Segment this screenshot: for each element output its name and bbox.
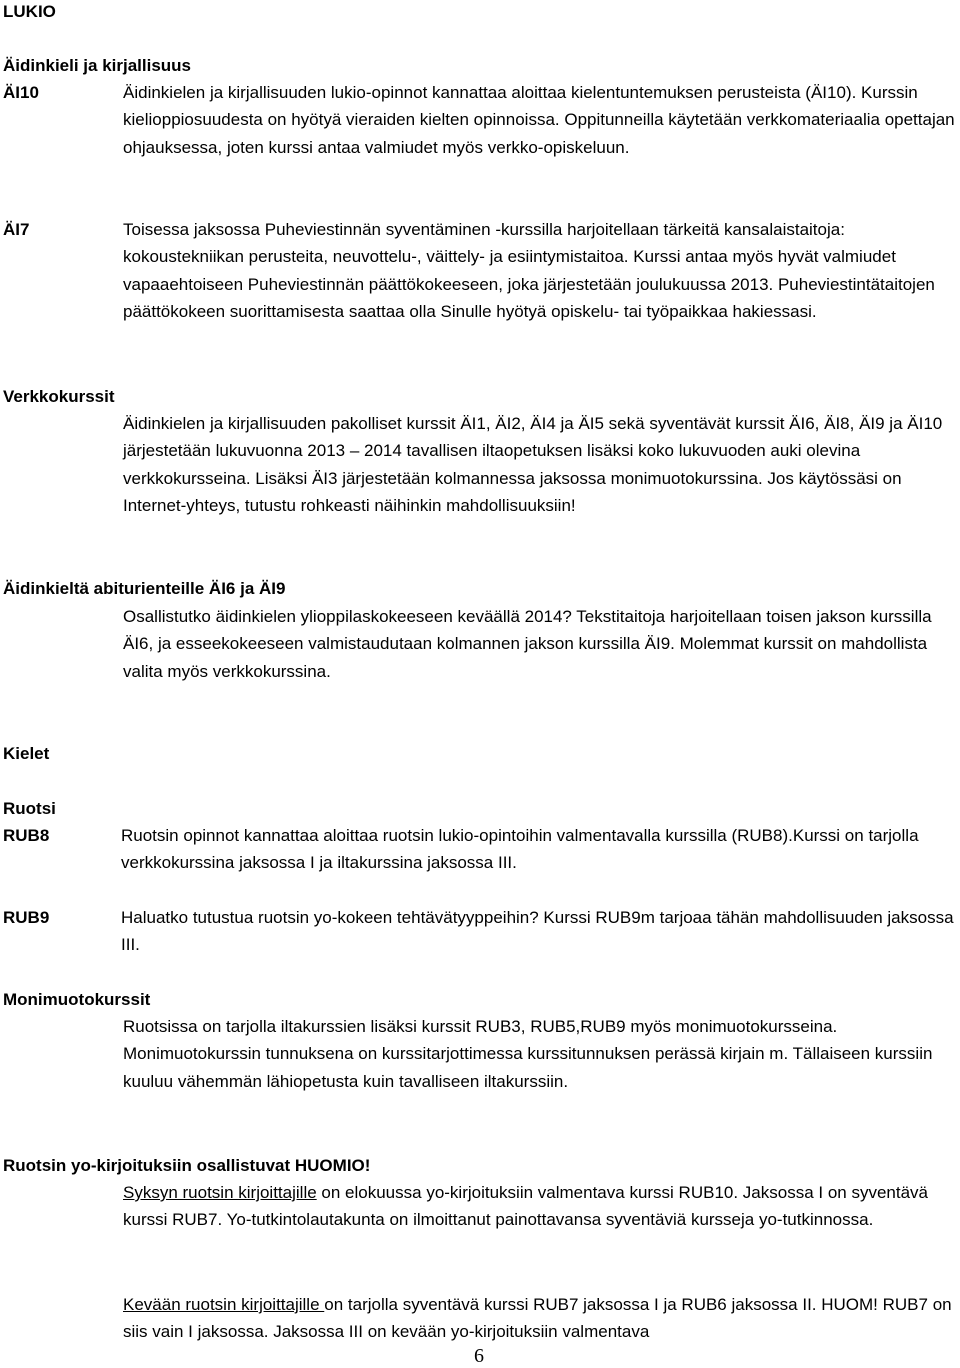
spring-writers-label: Kevään ruotsin kirjoittajille xyxy=(123,1295,325,1314)
course-code-ai7: ÄI7 xyxy=(3,220,30,239)
subheading-ruotsi: Ruotsi xyxy=(3,799,56,818)
section-heading-monimuotokurssit: Monimuotokurssit xyxy=(3,990,151,1009)
spring-writers-text: on tarjolla syventävä kurssi RUB7 jaksossa I ja RUB6 jaksossa II. HUOM! RUB7 on siis vain I jaksossa. Jaksossa III on kevään yo-kirjoituksiin valmentava xyxy=(123,1295,952,1342)
course-code-ai10: ÄI10 xyxy=(3,83,39,102)
page-number: 6 xyxy=(474,1345,484,1367)
monimuotokurssit-text: Ruotsissa on tarjolla iltakurssien lisäksi kurssit RUB3, RUB5,RUB9 myös monimuotokursseina. Monimuotokurssin tunnuksena on kurssitarjottimessa kurssitunnuksen perässä kirjain m. Tällaiseen kurssiin kuuluu vähemmän lähiopetusta kuin tavalliseen iltakurssiin. xyxy=(123,1017,933,1091)
autumn-writers-label: Syksyn ruotsin kirjoittajille xyxy=(123,1183,317,1202)
section-heading-yo-kirjoitukset: Ruotsin yo-kirjoituksiin osallistuvat HUOMIO! xyxy=(3,1156,371,1175)
course-description-ai10: Äidinkielen ja kirjallisuuden lukio-opinnot kannattaa aloittaa kielentuntemuksen perusteista (ÄI10). Kurssin kielioppiosuudesta on hyötyä vieraiden kielten opinnoissa. Oppitunneilla käytetään verkkomateriaalia opettajan ohjauksessa, joten kurssi antaa valmiudet myös verkko-opiskeluun. xyxy=(123,83,955,157)
section-heading-verkkokurssit: Verkkokurssit xyxy=(3,387,115,406)
course-description-ai7: Toisessa jaksossa Puheviestinnän syventäminen -kurssilla harjoitellaan tärkeitä kansalaistaitoja: kokoustekniikan perusteita, neuvottelu-, väittely- ja esiintymistaitoa. Kurssi antaa myös hyvät valmiudet vapaaehtoiseen Puheviestinnän päättökokeeseen, joka järjestetään joulukuussa 2013. Puheviestintätaitojen päättökokeen suorittamisesta saattaa olla Sinulle hyötyä opiskelu- tai työpaikkaa hakiessasi. xyxy=(123,220,935,322)
autumn-writers-text: on elokuussa yo-kirjoituksiin valmentava kurssi RUB10. Jaksossa I on syventävä kurssi RUB7. Yo-tutkintolautakunta on ilmoittanut painottavansa syventäviä kursseja yo-tutkinnossa. xyxy=(123,1183,929,1230)
verkkokurssit-text: Äidinkielen ja kirjallisuuden pakolliset kurssit ÄI1, ÄI2, ÄI4 ja ÄI5 sekä syventävät kurssit ÄI6, ÄI8, ÄI9 ja ÄI10 järjestetään lukuvuonna 2013 – 2014 tavallisen iltaopetuksen lisäksi koko lukuvuoden auki olevina verkkokursseina. Lisäksi ÄI3 järjestetään kolmannessa jaksossa monimuotokurssina. Jos käytössäsi on Internet-yhteys, tutustu rohkeasti näihinkin mahdollisuuksiin! xyxy=(123,414,943,516)
section-heading-kielet: Kielet xyxy=(3,744,50,763)
course-description-rub9: Haluatko tutustua ruotsin yo-kokeen tehtävätyyppeihin? Kurssi RUB9m tarjoaa tähän mahdollisuuden jaksossa III. xyxy=(121,908,954,955)
course-description-rub8: Ruotsin opinnot kannattaa aloittaa ruotsin lukio-opintoihin valmentavalla kurssilla (RUB8).Kurssi on tarjolla verkkokurssina jaksossa I ja iltakurssina jaksossa III. xyxy=(121,826,919,873)
section-heading-aidinkieli: Äidinkieli ja kirjallisuus xyxy=(3,56,192,75)
abiturientit-text: Osallistutko äidinkielen ylioppilaskokeeseen keväällä 2014? Tekstitaitoja harjoitellaan toisen jakson kurssilla ÄI6, ja esseekokeeseen valmistaudutaan kolmannen jakson kurssilla ÄI9. Molemmat kurssit on mahdollista valita myös verkkokurssina. xyxy=(123,607,932,681)
course-code-rub9: RUB9 xyxy=(3,908,50,927)
course-code-rub8: RUB8 xyxy=(3,826,50,845)
spring-writers-paragraph xyxy=(123,1291,958,1346)
section-heading-abiturientit: Äidinkieltä abiturienteille ÄI6 ja ÄI9 xyxy=(3,579,286,598)
autumn-writers-paragraph xyxy=(123,1179,958,1234)
page-title: LUKIO xyxy=(3,2,56,21)
